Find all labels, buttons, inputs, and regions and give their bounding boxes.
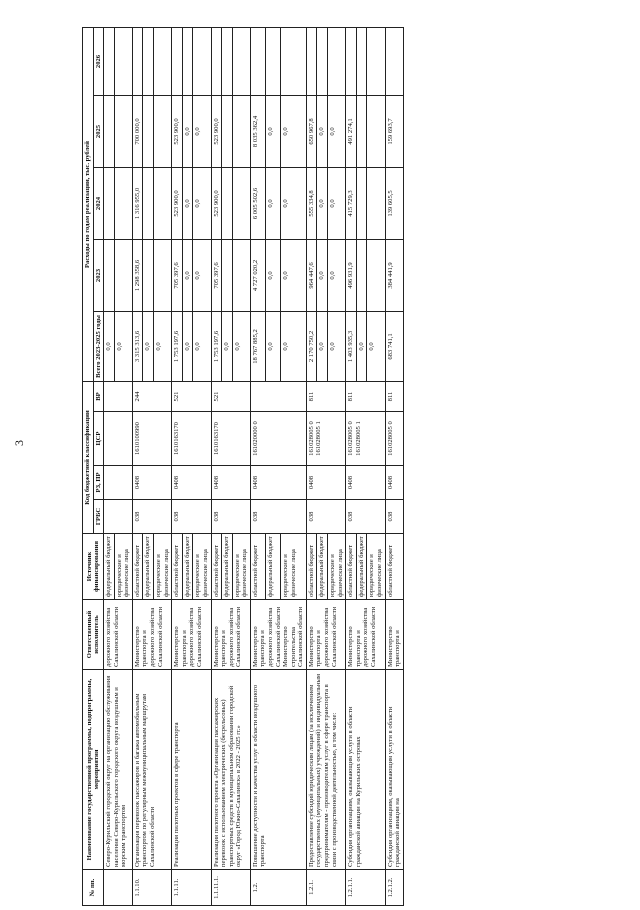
row-source: юридические и физические лица [193,534,211,600]
row-rzpr: 0408 [172,466,211,500]
row-total: 0,0 [317,311,328,381]
header-vr: ВР [93,381,104,411]
row-vr [250,381,306,411]
row-vr: 521 [211,381,250,411]
row-2025: 8 035 362,4 [250,95,265,167]
row-2026 [385,27,403,95]
row-2023: 705 397,6 [172,239,183,311]
table-row [385,27,403,905]
row-2026 [250,27,265,95]
row-2026 [193,27,211,95]
row-2023 [114,239,132,311]
table-row [346,27,357,905]
row-2026 [356,27,367,95]
row-csr: 161020000 0 [250,412,306,466]
row-source: юридические и физические лица [232,534,250,600]
row-2026 [132,27,143,95]
row-total: 2 170 750,2 [306,311,317,381]
row-source: федеральный бюджет [182,534,193,600]
row-csr: 1610100990 [132,412,171,466]
row-2025: 0,0 [265,95,280,167]
header-total: Всего 2023-2025 годы [93,311,104,381]
row-total: 0,0 [232,311,250,381]
row-2023: 705 397,6 [211,239,222,311]
row-total: 0,0 [280,311,306,381]
row-total: 0,0 [182,311,193,381]
row-num: 1.2.1. [306,870,345,906]
row-2026 [104,27,115,95]
row-source: областной бюджет [172,534,183,600]
row-csr: 161028005 0 161028005 1 [306,412,345,466]
row-executor: Министерство транспорта и [385,600,403,670]
row-total: 0,0 [356,311,367,381]
table-row [172,27,183,905]
row-source: юридические и физические лица [114,534,132,600]
row-source: областной бюджет [211,534,222,600]
row-name: Повышение доступности и качества услуг в области воздушного транспорта [250,670,306,870]
row-2024: 0,0 [280,167,306,239]
row-csr: 1610163170 [211,412,250,466]
row-2024 [222,167,233,239]
row-2026 [317,27,328,95]
row-2026 [232,27,250,95]
row-name: Предоставление субсидий юридическим лицам (за исключением государственных (муниципальных) учреждений) и индивидуальным предпринимателям - производителям услуг в сфере транспорта в связи с производственной деятельностью, в том числе: [306,670,345,870]
row-num: 1.1.11.1. [211,870,250,906]
row-2025 [143,95,154,167]
row-2024 [356,167,367,239]
row-source: областной бюджет [306,534,317,600]
row-2025: 523 900,0 [211,95,222,167]
row-2024: 0,0 [182,167,193,239]
table-row [211,27,222,905]
row-2024 [143,167,154,239]
row-2023: 0,0 [317,239,328,311]
row-rzpr: 0408 [132,466,171,500]
row-total: 0,0 [193,311,211,381]
row-2026 [367,27,385,95]
row-2026 [280,27,306,95]
row-executor: Министерство транспорта и дорожного хозяйства Сахалинской области [172,600,211,670]
row-2026 [154,27,172,95]
row-source: областной бюджет [346,534,357,600]
row-2024 [232,167,250,239]
row-vr: 521 [172,381,211,411]
row-2024 [154,167,172,239]
row-2026 [182,27,193,95]
row-rzpr: 0408 [211,466,250,500]
row-total: 1 403 935,3 [346,311,357,381]
row-vr: 811 [385,381,403,411]
page-number: 3 [12,440,26,446]
row-2025: 0,0 [182,95,193,167]
row-num [104,870,133,906]
row-vr: 244 [132,381,171,411]
row-source: областной бюджет [132,534,143,600]
row-source: федеральный бюджет [317,534,328,600]
row-num: 1.2.1.1. [346,870,385,906]
row-total: 0,0 [154,311,172,381]
header-name: Наименование государственной программы, подпрограммы, мероприятия [83,670,104,870]
header-csr: ЦСР [93,412,104,466]
row-total: 0,0 [104,311,115,381]
row-2026 [211,27,222,95]
header-2024: 2024 [93,167,104,239]
row-2024: 555 334,8 [306,167,317,239]
row-total: 1 753 197,6 [172,311,183,381]
row-2025 [114,95,132,167]
row-2025: 0,0 [280,95,306,167]
row-grbs: 038 [306,500,345,534]
row-executor: дорожного хозяйства Сахалинской области [104,600,133,670]
row-total: 1 753 197,6 [211,311,222,381]
row-source: областной бюджет [385,534,403,600]
row-2023: 0,0 [193,239,211,311]
row-executor: Министерство транспорта и дорожного хозяйства Сахалинской области [211,600,250,670]
row-name: Северо-Курильский городской округ на организацию обслуживания населения Северо-Курильского городского округа воздушным и морским транспортом [104,670,133,870]
row-num: 1.1.10. [132,870,171,906]
row-2025: 700 000,0 [132,95,143,167]
row-total: 0,0 [114,311,132,381]
row-source: юридические и физические лица [328,534,346,600]
row-grbs: 038 [385,500,403,534]
row-2025 [222,95,233,167]
row-csr [104,412,133,466]
table-row [132,27,143,905]
header-2026: 2026 [93,27,104,95]
row-rzpr: 0408 [385,466,403,500]
table-row [104,27,115,905]
table-row [250,27,265,905]
row-executor: Министерство транспорта и дорожного хозяйства Сахалинской области [346,600,385,670]
row-2023 [367,239,385,311]
row-csr: 161028005 0 161028005 1 [346,412,385,466]
row-total: 683 741,1 [385,311,403,381]
row-2024: 6 005 502,6 [250,167,265,239]
header-budget-group: Код бюджетной классификации [83,381,94,533]
row-2024 [114,167,132,239]
row-2023: 4 727 020,2 [250,239,265,311]
row-2025 [356,95,367,167]
row-rzpr [104,466,133,500]
row-num: 1.2.1.2. [385,870,403,906]
budget-table [82,27,404,906]
row-2025: 523 900,0 [172,95,183,167]
header-executor: Ответственный исполнитель [83,600,104,670]
row-2026 [306,27,317,95]
header-source: Источник финансирования [83,534,104,600]
row-2023 [143,239,154,311]
row-source: юридические и физические лица [367,534,385,600]
row-2026 [328,27,346,95]
row-2026 [114,27,132,95]
row-source: федеральный бюджет [143,534,154,600]
row-grbs [104,500,133,534]
row-executor: Министерство транспорта и дорожного хозяйства Сахалинской области [306,600,345,670]
header-num: № пп. [83,870,104,906]
row-rzpr: 0408 [306,466,345,500]
row-name: Субсидия организациям, оказывающим услуги в области гражданской авиации на Курильских островах [346,670,385,870]
row-2025 [232,95,250,167]
row-2024: 523 900,0 [172,167,183,239]
row-source: областной бюджет [250,534,265,600]
row-total: 18 767 885,2 [250,311,265,381]
row-num: 1.1.11. [172,870,211,906]
row-2024: 1 316 955,0 [132,167,143,239]
row-vr: 811 [346,381,385,411]
row-name: Реализация пилотного проекта «Организация пассажирских перевозок с использованием электрических (бесрельсовых) транспортных средств в муниципальном образовании городской округ «Город Южно-Сахалинск» в 2022 - 2025 гг.» [211,670,250,870]
row-2023: 0,0 [182,239,193,311]
row-total: 0,0 [222,311,233,381]
row-grbs: 038 [172,500,211,534]
row-2023: 1 298 358,6 [132,239,143,311]
row-2024: 0,0 [265,167,280,239]
row-2023 [154,239,172,311]
row-2023 [356,239,367,311]
header-2023: 2023 [93,239,104,311]
row-2026 [143,27,154,95]
rotated-table-container [82,28,630,906]
row-2025: 0,0 [317,95,328,167]
row-2025 [367,95,385,167]
row-source: федеральный бюджет [104,534,115,600]
row-2023: 0,0 [328,239,346,311]
row-source: юридические и физические лица [154,534,172,600]
row-total: 0,0 [328,311,346,381]
row-2026 [346,27,357,95]
row-2024: 0,0 [328,167,346,239]
row-2023: 0,0 [280,239,306,311]
row-2025: 0,0 [328,95,346,167]
row-2023: 496 931,9 [346,239,357,311]
row-source: федеральный бюджет [265,534,280,600]
row-2025: 159 693,7 [385,95,403,167]
row-csr: 1610163170 [172,412,211,466]
row-grbs: 038 [132,500,171,534]
row-2024: 139 605,5 [385,167,403,239]
row-2023: 964 447,6 [306,239,317,311]
row-2024 [367,167,385,239]
row-2023: 0,0 [265,239,280,311]
row-2024 [104,167,115,239]
header-2025: 2025 [93,95,104,167]
row-source: юридические и физические лица [280,534,306,600]
row-total: 0,0 [265,311,280,381]
row-name: Реализация пилотных проектов в сфере транспорта [172,670,211,870]
table-body [104,27,404,905]
row-2024: 523 900,0 [211,167,222,239]
row-csr: 161028005 0 [385,412,403,466]
row-2025: 650 967,8 [306,95,317,167]
row-grbs: 038 [211,500,250,534]
row-2025 [104,95,115,167]
row-total: 3 315 313,6 [132,311,143,381]
row-2024: 0,0 [317,167,328,239]
header-rzpr: РЗ, ПР [93,466,104,500]
row-2025 [154,95,172,167]
row-2025: 491 274,1 [346,95,357,167]
row-name: Организация перевозок пассажиров и багажа автомобильным транспортом по регулярным межмуниципальным маршрутам Сахалинской области [132,670,171,870]
row-grbs: 038 [250,500,306,534]
row-num: 1.2. [250,870,306,906]
header-grbs: ГРБС [93,500,104,534]
row-2024: 415 729,3 [346,167,357,239]
row-grbs: 038 [346,500,385,534]
row-executor: Министерство транспорта и дорожного хозяйства Сахалинской области Министерство строительства Сахалинской области [250,600,306,670]
row-2023 [232,239,250,311]
header-years-group: Расходы по годам реализации, тыс. рублей [83,27,94,381]
row-rzpr: 0408 [346,466,385,500]
document-sheet [82,28,630,906]
row-2025: 0,0 [193,95,211,167]
row-total: 0,0 [367,311,385,381]
row-executor: Министерство транспорта и дорожного хозяйства Сахалинской области [132,600,171,670]
row-total: 0,0 [143,311,154,381]
row-vr: 811 [306,381,345,411]
row-name: Субсидия организациям, оказывающим услуги в области гражданской авиации на [385,670,403,870]
row-2023 [104,239,115,311]
row-2023 [222,239,233,311]
row-2026 [265,27,280,95]
table-row [306,27,317,905]
row-source: федеральный бюджет [356,534,367,600]
row-vr [104,381,133,411]
row-2024: 0,0 [193,167,211,239]
row-2026 [172,27,183,95]
row-2023: 384 441,9 [385,239,403,311]
row-rzpr: 0408 [250,466,306,500]
row-2026 [222,27,233,95]
row-source: федеральный бюджет [222,534,233,600]
